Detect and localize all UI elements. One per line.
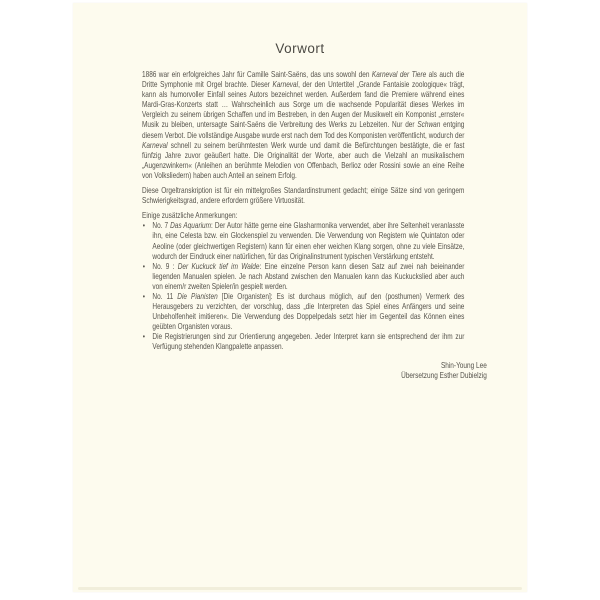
- note-text: No. 11 Die Pianisten [Die Organisten]: Es ist durchaus möglich, auf den (posthumen) Vermerk des Herausgebers zu verzichten, der vorschlug, dass „die Interpreten das Spiel eines Anfängers und seine Unbeholfenheit imitieren«. Die Verwendung des Doppelpedals setzt hier im Gegenteil das Können eines geübten Organisten voraus.: [152, 291, 465, 332]
- preface-text-block: [142, 70, 487, 381]
- note-item: [142, 332, 464, 352]
- intro-paragraph: 1886 war ein erfolgreiches Jahr für Camille Saint-Saëns, das uns sowohl den Karneval der Tiere als auch die Dritte Symphonie mit Orgel brachte. Dieser Karneval, der den Untertitel „Grande Fantaisie zoologique« trägt, kann als humorvoller Einfall seines Autors bezeichnet werden. Außerdem fand die Premiere während eines Mardi-Gras-Konzerts statt … Wahrscheinlich aus Sorge um die wachsende Popularität dieses Werkes im Vergleich zu seinem übrigen Schaffen und im Bestreben, in den Augen der Musikwelt ein Komponist „ernster« Musik zu bleiben, untersagte Saint-Saëns die Verbreitung des Werks zu Lebzeiten. Nur der Schwan entging diesem Verbot. Die vollständige Ausgabe wurde erst nach dem Tod des Komponisten veröffentlicht, wodurch der Karneval schnell zu seinem berühmtesten Werk wurde und damit die Befürchtungen bestätigte, die er fast fünfzig Jahre zuvor geäußert hatte. Die Originalität der Worte, aber auch die Vielzahl an musikalischem „Augenzwinkern« (Anleihen an berühmte Melodien von Offenbach, Berlioz oder Rossini sowie an eine Reihe von Volksliedern) haben auch Anteil an seinem Erfolg.: [142, 70, 465, 180]
- transcription-paragraph: Diese Orgeltranskription ist für ein mittelgroßes Standardinstrument gedacht; einige Sätze sind von geringem Schwierigkeitsgrad, andere erfordern größere Virtuosität.: [142, 186, 465, 206]
- note-item: [142, 262, 464, 292]
- author-name: Shin-Young Lee: [440, 360, 487, 370]
- bullet-icon: •: [142, 221, 146, 231]
- bullet-icon: •: [142, 291, 146, 301]
- page-title: Vorwort: [275, 41, 325, 56]
- note-text: No. 9 : Der Kuckuck tief im Walde: Eine einzelne Person kann diesen Satz auf zwei nah beieinander liegenden Manualen spielen. Je nach Abstand zwischen den Manualen kann das Kuckuckslied aber auch von einem/r zweiten Spieler/in gespielt werden.: [152, 261, 465, 291]
- note-item: [142, 221, 464, 261]
- note-item: [142, 292, 464, 332]
- bullet-icon: •: [142, 332, 146, 342]
- translator-credit: Übersetzung Esther Dubielzig: [401, 370, 487, 380]
- signature-block: [142, 361, 487, 381]
- book-page: [73, 3, 527, 592]
- note-text: Die Registrierungen sind zur Orientierung angegeben. Jeder Interpret kann sie entsprechend der ihm zur Verfügung stehenden Klangpalette anpassen.: [152, 332, 465, 352]
- notes-list: [142, 221, 464, 352]
- bullet-icon: •: [142, 261, 146, 271]
- note-text: No. 7 Das Aquarium: Der Autor hätte gerne eine Glasharmonika verwendet, aber ihre Seltenheit veranlasste ihn, eine Celesta bzw. ein Glockenspiel zu verwenden. Die Verwendung von Registern wie Quintaton oder Aeoline (oder gleichwertigen Registern) kann für einen eher weichen Klang sorgen, ohne zu viele Einsätze, wodurch der Eindruck einer natürlichen, für das Originalinstrument typischen Verstärkung entsteht.: [152, 221, 465, 261]
- notes-heading: Einige zusätzliche Anmerkungen:: [142, 211, 238, 221]
